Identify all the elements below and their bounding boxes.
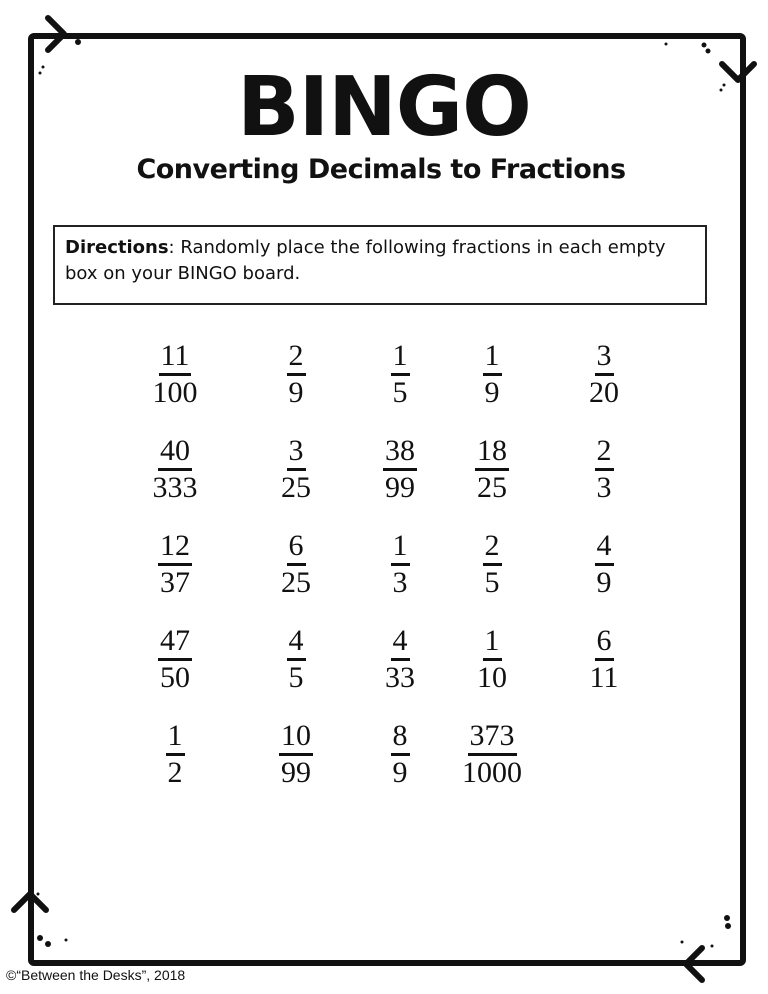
fraction-numerator: 2: [287, 340, 306, 376]
fraction-numerator: 18: [475, 435, 509, 471]
fraction-numerator: 4: [287, 625, 306, 661]
fraction-numerator: 2: [595, 435, 614, 471]
fraction-numerator: 1: [483, 340, 502, 376]
fraction-numerator: 10: [279, 720, 313, 756]
fraction-denominator: 20: [589, 376, 619, 409]
fraction: [251, 530, 341, 599]
fraction-denominator: 1000: [462, 756, 522, 789]
fraction: [355, 530, 445, 599]
fraction-denominator: 10: [477, 661, 507, 694]
fraction-denominator: 3: [392, 566, 408, 599]
fraction-numerator: 8: [391, 720, 410, 756]
fraction-numerator: 3: [287, 435, 306, 471]
fraction-denominator: 99: [385, 471, 415, 504]
fraction-numerator: 1: [483, 625, 502, 661]
fraction-denominator: 2: [167, 756, 183, 789]
fraction-denominator: 99: [281, 756, 311, 789]
fraction: [355, 435, 445, 504]
fraction: [355, 720, 445, 789]
directions-label: Directions: [65, 237, 169, 258]
fraction: [559, 530, 649, 599]
fraction-denominator: 25: [477, 471, 507, 504]
fraction-numerator: 6: [595, 625, 614, 661]
fraction-numerator: 1: [391, 340, 410, 376]
page-title: BINGO: [237, 60, 531, 155]
fraction-denominator: 9: [392, 756, 408, 789]
fraction-denominator: 5: [392, 376, 408, 409]
page-subtitle: Converting Decimals to Fractions: [136, 154, 626, 185]
fraction-numerator: 38: [383, 435, 417, 471]
fraction: [251, 435, 341, 504]
fraction-numerator: 1: [166, 720, 185, 756]
fraction-denominator: 9: [484, 376, 500, 409]
fraction-denominator: 11: [589, 661, 619, 694]
fraction-numerator: 3: [595, 340, 614, 376]
directions-box: [53, 225, 707, 305]
fraction: [447, 625, 537, 694]
fraction-numerator: 373: [468, 720, 517, 756]
copyright-note: ©“Between the Desks”, 2018: [6, 967, 186, 983]
fraction: [251, 340, 341, 409]
fraction-numerator: 11: [159, 340, 192, 376]
fraction: [447, 435, 537, 504]
fraction: [130, 435, 220, 504]
fraction: [355, 625, 445, 694]
fraction: [559, 435, 649, 504]
arrow-right-icon: [48, 18, 64, 50]
fraction-denominator: 25: [281, 471, 311, 504]
fraction-numerator: 6: [287, 530, 306, 566]
fraction: [130, 530, 220, 599]
fraction: [447, 720, 537, 789]
fraction-numerator: 1: [391, 530, 410, 566]
fraction-numerator: 47: [158, 625, 192, 661]
fraction: [251, 720, 341, 789]
directions-text: : Randomly place the following fractions in each empty box on your BINGO board.: [65, 237, 666, 284]
fraction-denominator: 25: [281, 566, 311, 599]
arrow-left-icon: [686, 948, 702, 980]
fraction: [559, 625, 649, 694]
fraction: [130, 625, 220, 694]
fraction-denominator: 100: [152, 376, 198, 409]
fraction-denominator: 50: [160, 661, 190, 694]
fraction: [130, 340, 220, 409]
fraction-numerator: 12: [158, 530, 192, 566]
fraction-denominator: 3: [596, 471, 612, 504]
fraction-numerator: 40: [158, 435, 192, 471]
fraction-numerator: 2: [483, 530, 502, 566]
fraction-denominator: 33: [385, 661, 415, 694]
fraction: [559, 340, 649, 409]
fraction: [447, 340, 537, 409]
fraction-denominator: 5: [484, 566, 500, 599]
fraction-denominator: 333: [152, 471, 198, 504]
fraction-denominator: 9: [596, 566, 612, 599]
fraction-denominator: 5: [288, 661, 304, 694]
fraction: [355, 340, 445, 409]
fraction: [130, 720, 220, 789]
fraction: [447, 530, 537, 599]
fraction-numerator: 4: [391, 625, 410, 661]
fraction-denominator: 9: [288, 376, 304, 409]
fraction-denominator: 37: [160, 566, 190, 599]
arrow-up-icon: [14, 894, 46, 910]
fraction-numerator: 4: [595, 530, 614, 566]
fraction: [251, 625, 341, 694]
